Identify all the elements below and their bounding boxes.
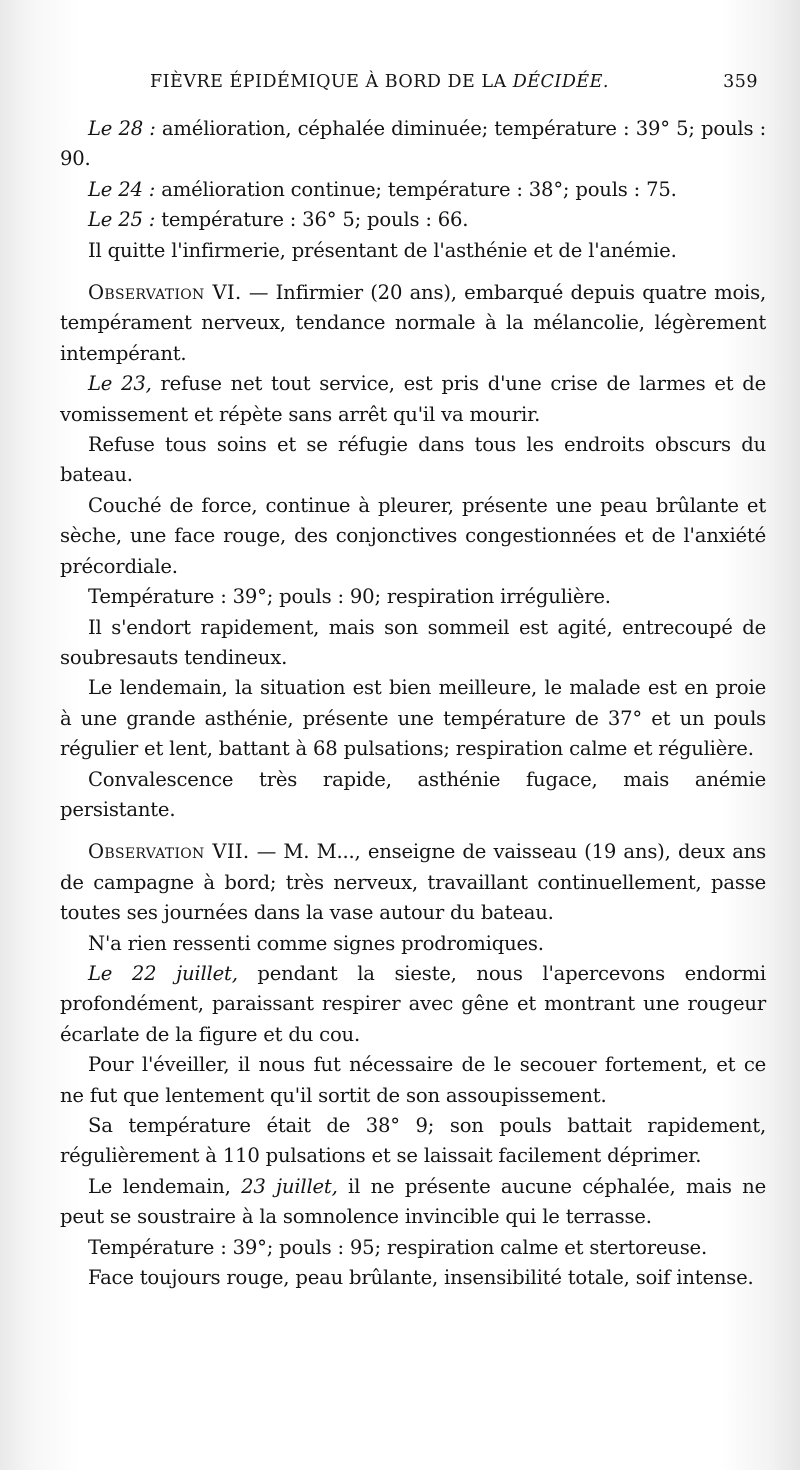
date-lead: Le 23, bbox=[88, 372, 152, 396]
running-title-text: FIÈVRE ÉPIDÉMIQUE À BORD DE LA bbox=[150, 72, 513, 92]
page-body bbox=[60, 114, 766, 1293]
paragraph-text: Sa température était de 38° 9; son pouls battait rapidement, régulièrement à 110 pulsations et se laissait facilement déprimer. bbox=[60, 1114, 766, 1168]
paragraph-6 bbox=[60, 369, 766, 430]
paragraph-2 bbox=[60, 175, 766, 205]
date-lead: Le 25 : bbox=[88, 208, 156, 232]
observation-7-intro bbox=[60, 837, 766, 928]
running-title bbox=[150, 72, 609, 92]
paragraph-text: N'a rien ressenti comme signes prodromiques. bbox=[88, 931, 544, 955]
paragraph-7 bbox=[60, 430, 766, 491]
paragraph-19 bbox=[60, 1233, 766, 1263]
paragraph-text: température : 36° 5; pouls : 66. bbox=[155, 208, 469, 232]
paragraph-text: Il s'endort rapidement, mais son sommeil est agité, entrecoupé de soubresauts tendineux. bbox=[60, 615, 766, 669]
paragraph-17 bbox=[60, 1111, 766, 1172]
paragraph-text: — Infirmier (20 ans), embarqué depuis quatre mois, tempérament nerveux, tendance normale à la mélancolie, légèrement intempérant. bbox=[60, 281, 767, 365]
paragraph-20 bbox=[60, 1263, 766, 1293]
page-number: 359 bbox=[723, 72, 758, 92]
paragraph-text: Le lendemain, la situation est bien meilleure, le malade est en proie à une grande asthénie, présente une température de 37° et un pouls régulier et lent, battant à 68 pulsations; respiration calme et régulière. bbox=[60, 676, 766, 761]
paragraph-text: Température : 39°; pouls : 90; respiration irrégulière. bbox=[88, 585, 611, 609]
observation-heading: Observation VII. bbox=[88, 840, 250, 864]
paragraph-text: Refuse tous soins et se réfugie dans tous les endroits obscurs du bateau. bbox=[60, 433, 766, 487]
paragraph-text: refuse net tout service, est pris d'une crise de larmes et de vomissement et répète sans arrêt qu'il va mourir. bbox=[60, 372, 766, 426]
paragraph-12 bbox=[60, 765, 766, 826]
paragraph-14 bbox=[60, 929, 766, 959]
paragraph-text: il ne présente aucune céphalée, mais ne peut se soustraire à la somnolence invincible qui le terrasse. bbox=[60, 1174, 766, 1229]
paragraph-text: Il quitte l'infirmerie, présentant de l'asthénie et de l'anémie. bbox=[88, 238, 677, 262]
paragraph-text: amélioration continue; température : 38°; pouls : 75. bbox=[155, 177, 677, 201]
running-header bbox=[150, 72, 758, 92]
paragraph-text: Convalescence très rapide, asthénie fugace, mais anémie persistante. bbox=[60, 767, 766, 821]
ship-name: DÉCIDÉE. bbox=[512, 72, 609, 92]
paragraph-text: — M. M..., enseigne de vaisseau (19 ans), deux ans de campagne à bord; très nerveux, travaillant continuellement, passe toutes ses journées dans la vase autour du bateau. bbox=[60, 840, 766, 925]
paragraph-text: pendant la sieste, nous l'apercevons endormi profondément, paraissant respirer avec gêne et montrant une rougeur écarlate de la figure et du cou. bbox=[60, 961, 766, 1046]
paragraph-10 bbox=[60, 613, 766, 674]
paragraph-16 bbox=[60, 1050, 766, 1111]
paragraph-text: Couché de force, continue à pleurer, présente une peau brûlante et sèche, une face rouge, des conjonctives congestionnées et de l'anxiété précordiale. bbox=[60, 493, 766, 578]
observation-heading: Observation VI. bbox=[88, 281, 242, 305]
paragraph-text: amélioration, céphalée diminuée; température : 39° 5; pouls : 90. bbox=[60, 117, 766, 171]
paragraph-18 bbox=[60, 1172, 766, 1233]
paragraph-1 bbox=[60, 114, 766, 175]
observation-6-intro bbox=[60, 278, 766, 369]
date-lead: Le 24 : bbox=[88, 177, 156, 201]
paragraph-4 bbox=[60, 236, 766, 266]
paragraph-text: Température : 39°; pouls : 95; respiration calme et stertoreuse. bbox=[88, 1235, 707, 1259]
paragraph-text: Le lendemain, bbox=[88, 1174, 242, 1198]
paragraph-9 bbox=[60, 582, 766, 612]
paragraph-11 bbox=[60, 673, 766, 764]
date-lead: Le 28 : bbox=[88, 117, 156, 140]
paragraph-text: Face toujours rouge, peau brûlante, insensibilité totale, soif intense. bbox=[88, 1266, 754, 1290]
date-lead: Le 22 juillet, bbox=[88, 961, 238, 985]
paragraph-8 bbox=[60, 491, 766, 582]
paragraph-15 bbox=[60, 959, 766, 1050]
date-lead: 23 juillet, bbox=[241, 1174, 338, 1198]
paragraph-3 bbox=[60, 205, 766, 235]
paragraph-text: Pour l'éveiller, il nous fut nécessaire de le secouer fortement, et ce ne fut que lentement qu'il sortit de son assoupissement. bbox=[60, 1053, 766, 1107]
